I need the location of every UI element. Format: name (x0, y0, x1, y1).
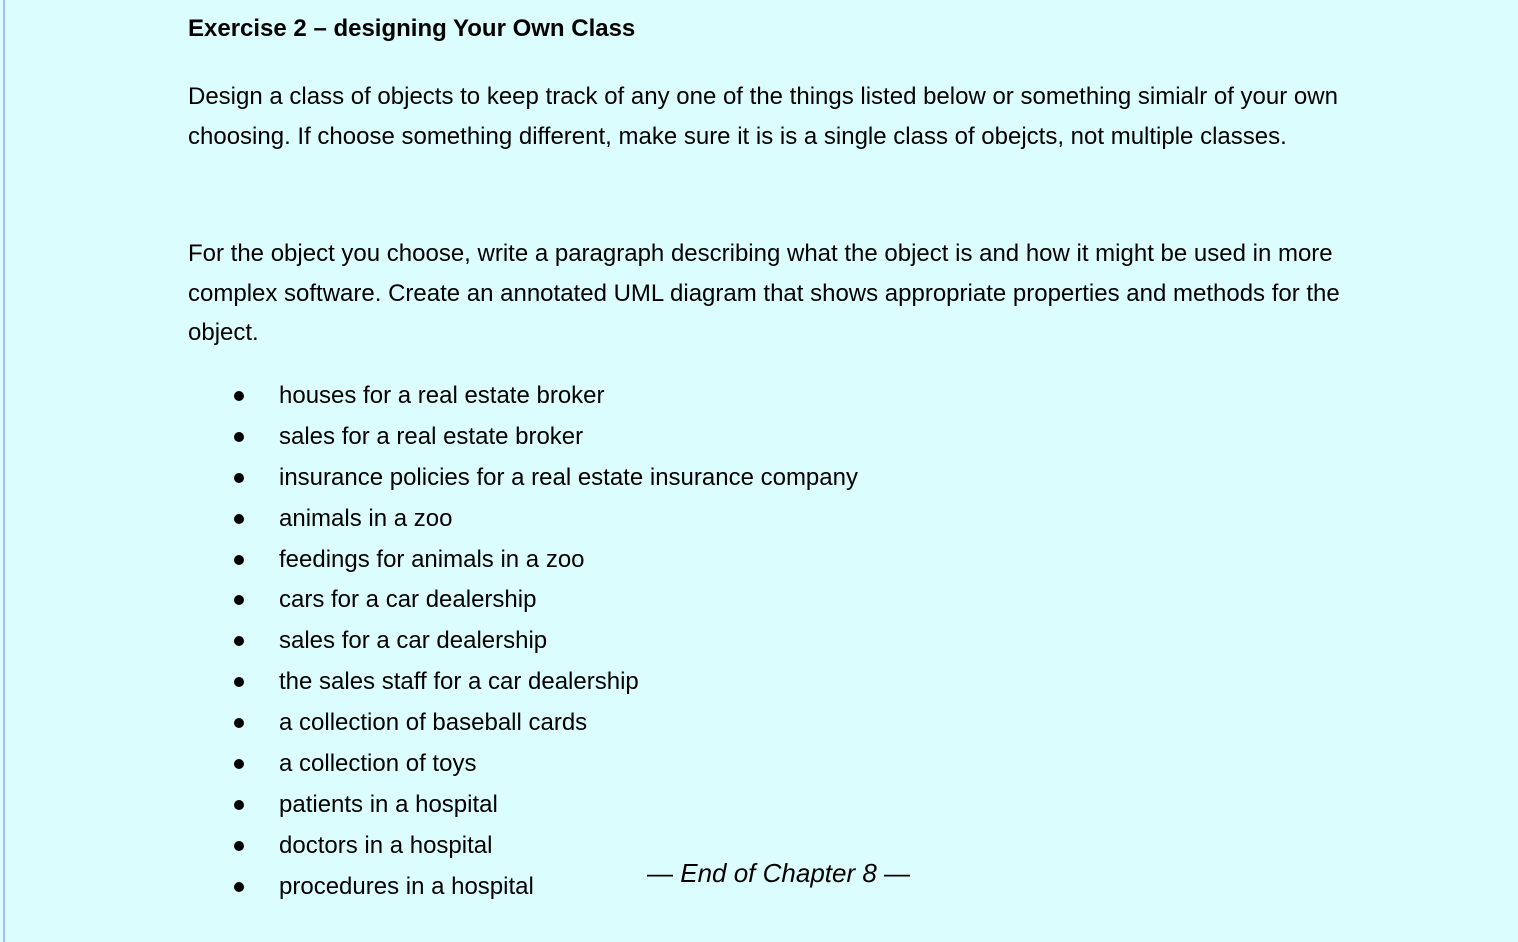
list-item-text: procedures in a hospital (279, 872, 534, 900)
bullet-icon (234, 636, 244, 646)
bullet-icon (234, 432, 244, 442)
instruction-paragraph-1: Design a class of objects to keep track of any one of the things listed below or something simialr of your own choosing. If choose something different, make sure it is is a single class of obejcts, not multiple classes. (188, 83, 1338, 150)
list-item-text: sales for a car dealership (279, 627, 548, 655)
list-item-text: patients in a hospital (279, 790, 498, 818)
bullet-icon (234, 759, 244, 769)
list-item-text: insurance policies for a real estate insurance company (279, 463, 858, 491)
list-item-text: the sales staff for a car dealership (279, 668, 639, 696)
end-of-chapter-marker (647, 858, 910, 889)
list-item-text: animals in a zoo (279, 504, 453, 532)
exercise-title: Exercise 2 – designing Your Own Class (188, 15, 636, 42)
instruction-paragraph-2: For the object you choose, write a paragraph describing what the object is and how it might be used in more complex software. Create an annotated UML diagram that shows appropriate properties and methods for the object. (188, 240, 1340, 346)
list-item-text: cars for a car dealership (279, 586, 537, 614)
footer-tail-dash: — (876, 858, 911, 888)
bullet-icon (234, 473, 244, 483)
list-item-text: a collection of toys (279, 750, 477, 778)
list-item-text: a collection of baseball cards (279, 709, 588, 737)
page-margin-rule (3, 0, 5, 942)
bullet-icon (234, 718, 244, 728)
bullet-icon (234, 800, 244, 810)
bullet-icon (234, 677, 244, 687)
footer-lead-dash: — (647, 858, 681, 888)
list-item-text: feedings for animals in a zoo (279, 545, 585, 573)
bullet-icon (234, 882, 244, 892)
list-item-text: houses for a real estate broker (279, 382, 605, 409)
bullet-icon (234, 514, 244, 524)
bullet-icon (234, 555, 244, 565)
bullet-icon (234, 391, 244, 401)
footer-text: End of Chapter 8 (680, 858, 877, 888)
list-item-text: sales for a real estate broker (279, 422, 584, 450)
bullet-icon (234, 841, 244, 851)
bullet-icon (234, 595, 244, 605)
list-item-text: doctors in a hospital (279, 831, 493, 859)
